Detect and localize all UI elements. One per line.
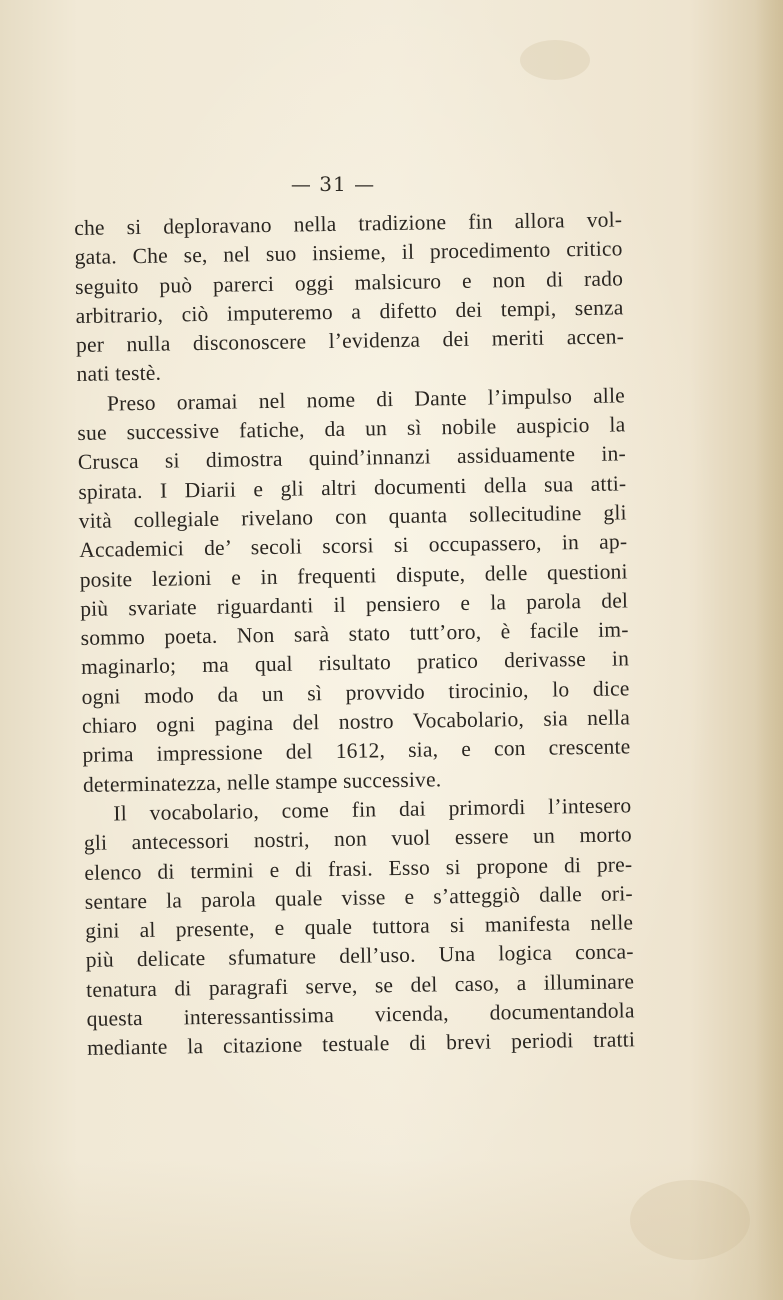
text-line: ogni modo da un sì provvido tirocinio, lo dice (81, 676, 630, 709)
body-text (74, 205, 635, 1063)
text-line: nati testè. (76, 361, 162, 387)
text-line: questa interessantissima vicenda, documentandola (86, 998, 635, 1031)
text-line: posite lezioni e in frequenti dispute, delle questioni (79, 558, 628, 592)
text-line: chiaro ogni pagina del nostro Vocabolario, sia nella (81, 705, 631, 738)
text-line: Il vocabolario, come fin dai primordi l’intesero (113, 793, 632, 826)
text-line: sue successive fatiche, da un sì nobile auspicio la (77, 412, 626, 446)
text-line: gli antecessori nostri, non vuol essere un morto (83, 822, 633, 856)
text-line: mediante la citazione testuale di brevi periodi tratti (86, 1027, 636, 1061)
text-line: prima impressione del 1612, sia, e con crescente (82, 734, 631, 768)
text-line: più svariate riguardanti il pensiero e la parola del (80, 588, 629, 621)
text-line: sommo poeta. Non sarà stato tutt’oro, è facile im- (80, 617, 629, 651)
text-line: tenatura di paragrafi serve, se del caso, a illuminare (85, 969, 635, 1002)
text-line: più delicate sfumature dell’uso. Una logica conca- (85, 939, 634, 973)
text-line: elenco di termini e di frasi. Esso si propone di pre- (84, 851, 633, 885)
page-bottom-shading (0, 1160, 783, 1300)
text-line: arbitrario, ciò imputeremo a difetto dei tempi, senza (75, 295, 624, 328)
text-line: determinatezza, nelle stampe successive. (82, 766, 442, 797)
text-line: che si deploravano nella tradizione fin allora vol- (74, 207, 623, 240)
text-line: gata. Che se, nel suo insieme, il procedimento critico (74, 236, 623, 270)
paper-stain (520, 40, 590, 80)
page-edge-shadow (755, 0, 783, 1300)
text-line: seguito può parerci oggi malsicuro e non di rado (74, 265, 624, 299)
text-line: Accademici de’ secoli scorsi si occupassero, in ap- (79, 529, 628, 563)
text-line: sentare la parola quale visse e s’atteggiò dalle ori- (84, 881, 633, 914)
text-line: spirata. I Diarii e gli altri documenti della sua atti- (78, 471, 627, 504)
text-line: maginarlo; ma qual risultato pratico derivasse in (80, 646, 630, 680)
text-line: per nulla disconoscere l’evidenza dei meriti accen- (75, 324, 625, 358)
text-line: gini al presente, e quale tuttora si manifesta nelle (85, 910, 634, 944)
text-line: Crusca si dimostra quind’innanzi assiduamente in- (77, 441, 627, 475)
text-line: Preso oramai nel nome di Dante l’impulso alle (106, 383, 626, 416)
page-number: — 31 — (290, 172, 376, 196)
text-line: vità collegiale rivelano con quanta sollecitudine gli (78, 500, 627, 533)
